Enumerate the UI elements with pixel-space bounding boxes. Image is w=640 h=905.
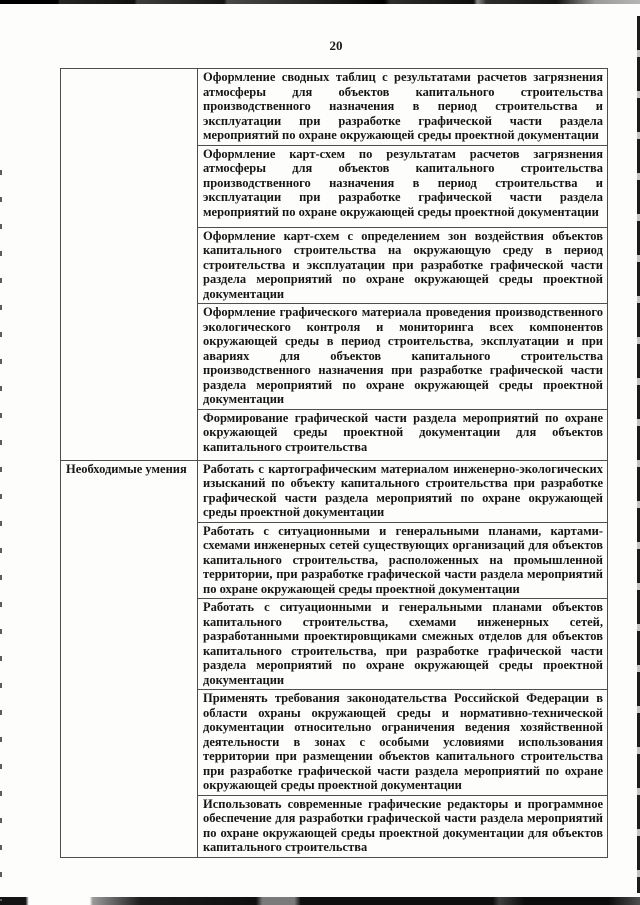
- table-cell-cartographic-material: Работать с картографическим материалом инженерно-экологических изысканий по объекту капитального строительства при разработке графической части раздела мероприятий по охране окружающей среды проектной документации: [198, 460, 608, 522]
- table-cell-situational-plans-networks: Работать с ситуационными и генеральными планами, картами-схемами инженерных сетей существующих организаций для объектов капитального строительства, расположенных на промышленной территории, при разработке графической части раздела мероприятий по охране окружающей среды проектной документации: [198, 522, 608, 599]
- table-cell-map-schemes-zones: Оформление карт-схем с определением зон воздействия объектов капитального строительства на окружающую среду в период строительства и эксплуатации при разработке графической части раздела мероприятий по охране окружающей среды проектной документации: [198, 227, 608, 304]
- table-cell-graphic-editors: Использовать современные графические редакторы и программное обеспечение для разработки графической части раздела мероприятий по охране окружающей среды проектной документации для объектов капитального строительства: [198, 795, 608, 857]
- row-label-continued: [61, 69, 198, 461]
- table-cell-graphic-material: Оформление графического материала проведения производственного экологического контроля и мониторинга всех компонентов окружающей среды в период строительства, эксплуатации и при авариях для объектов капитального строительства производственного назначения при разработке графической части раздела мероприятий по охране окружающей среды проектной документации: [198, 304, 608, 410]
- table-cell-legislation-requirements: Применять требования законодательства Российской Федерации в области охраны окружающей среды и нормативно-технической документации относительно ограничения ведения хозяйственной деятельности в зонах с особыми условиями использования территории при размещении объектов капитального строительства при разработке графической части раздела мероприятий по охране окружающей среды проектной документации: [198, 690, 608, 796]
- scan-artifact-bottom-edge: [0, 897, 640, 905]
- table-cell-summary-tables: Оформление сводных таблиц с результатами расчетов загрязнения атмосферы для объектов капитального строительства производственного назначения в период строительства и эксплуатации при разработке графической части раздела мероприятий по охране окружающей среды проектной документации: [198, 69, 608, 146]
- skills-table: [60, 68, 608, 858]
- scan-artifact-top-edge: [0, 0, 640, 4]
- table-cell-map-schemes-results: Оформление карт-схем по результатам расчетов загрязнения атмосферы для объектов капитального строительства производственного назначения в период строительства и эксплуатации при разработке графической части раздела мероприятий по охране окружающей среды проектной документации: [198, 145, 608, 227]
- row-label-necessary-skills: Необходимые умения: [61, 460, 198, 857]
- table-cell-forming-graphic-part: Формирование графической части раздела мероприятий по охране окружающей среды проектной документации для объектов капитального строительства: [198, 409, 608, 460]
- scan-artifact-left-edge: [0, 170, 2, 901]
- page-number: 20: [329, 38, 343, 53]
- table-cell-situational-plans-objects: Работать с ситуационными и генеральными планами объектов капитального строительства, схемами инженерных сетей, разработанными проектировщиками смежных отделов для объектов капитального строительства, при разработке графической части раздела мероприятий по охране окружающей среды проектной документации: [198, 599, 608, 690]
